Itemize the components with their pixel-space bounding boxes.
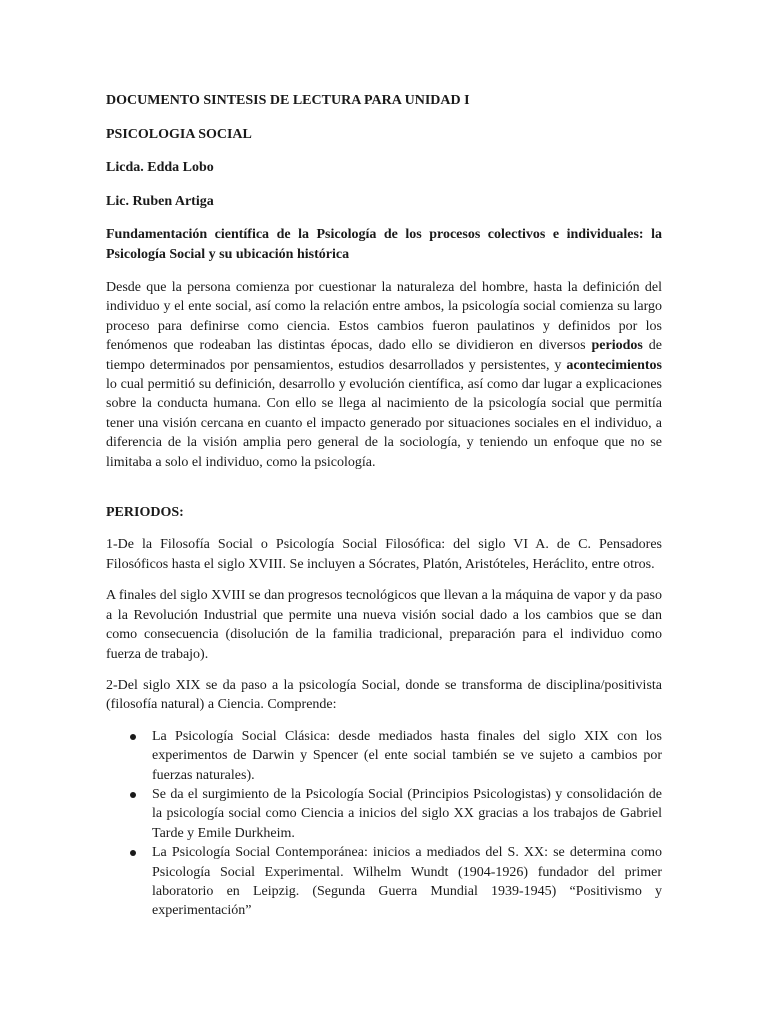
bullet-icon bbox=[130, 792, 136, 798]
list-item bbox=[106, 785, 662, 843]
intro-text: de tiempo determinados por pensamientos, estudios desarrollados y persistentes, y bbox=[106, 338, 662, 373]
document-page bbox=[106, 91, 662, 921]
section-title: Fundamentación científica de la Psicología de los procesos colectivos e individuales: la Psicología Social y su ubicación histórica bbox=[106, 227, 662, 262]
list-item-text: La Psicología Social Clásica: desde mediados hasta finales del siglo XIX con los experimentos de Darwin y Spencer (el ente social también se ve sujeto a cambios por fuerzas naturales). bbox=[152, 728, 662, 783]
periodos-heading: PERIODOS: bbox=[106, 505, 184, 521]
intro-paragraph bbox=[106, 278, 662, 472]
intro-bold-term: periodos bbox=[591, 338, 643, 354]
list-item-text: Se da el surgimiento de la Psicología Social (Principios Psicologistas) y consolidación de la psicología social como Ciencia a inicios del siglo XX gracias a los trabajos de Gabriel Tarde y Emile Durkheim. bbox=[152, 786, 662, 841]
author-name: Licda. Edda Lobo bbox=[106, 160, 214, 175]
period-paragraph: 2-Del siglo XIX se da paso a la psicología Social, donde se transforma de disciplina/positivista (filosofía natural) a Ciencia. Comprende: bbox=[106, 677, 662, 713]
period-paragraph: 1-De la Filosofía Social o Psicología Social Filosófica: del siglo VI A. de C. Pensadores Filosóficos hasta el siglo XVIII. Se incluyen a Sócrates, Platón, Aristóteles, Heráclito, entre otros. bbox=[106, 537, 662, 572]
document-title: DOCUMENTO SINTESIS DE LECTURA PARA UNIDAD I bbox=[106, 93, 470, 108]
intro-bold-term: acontecimientos bbox=[566, 357, 662, 373]
list-item-text: La Psicología Social Contemporánea: inicios a mediados del S. XX: se determina como Psicología Social Experimental. Wilhelm Wundt (1904-1926) fundador del primer laboratorio en Leipzig. (Segunda Guerra Mundial 1939-1945) “Positivismo y experimentación” bbox=[152, 845, 662, 919]
author-name: Lic. Ruben Artiga bbox=[106, 193, 214, 209]
bullet-icon bbox=[130, 850, 136, 856]
period-bullet-list bbox=[106, 727, 662, 921]
intro-text: lo cual permitió su definición, desarrollo y evolución científica, así como dar lugar a explicaciones sobre la conducta humana. Con ello se llega al nacimiento de la psicología social que permitía tener una visión cercana en cuanto el impacto generado por situaciones sociales en el individuo, a diferencia de la visión amplia pero general de la sociología, y teniendo un enfoque que no se limitaba a solo el individuo, como la psicología. bbox=[106, 377, 662, 470]
period-paragraph: A finales del siglo XVIII se dan progresos tecnológicos que llevan a la máquina de vapor y da paso a la Revolución Industrial que permite una nueva visión social dado a los cambios que se dan como consecuencia (disolución de la familia tradicional, preparación para el individuo como fuerza de trabajo). bbox=[106, 588, 662, 662]
course-title: PSICOLOGIA SOCIAL bbox=[106, 126, 252, 142]
bullet-icon bbox=[130, 734, 136, 740]
list-item bbox=[106, 843, 662, 921]
list-item bbox=[106, 727, 662, 785]
intro-text: Desde que la persona comienza por cuestionar la naturaleza del hombre, hasta la definición del individuo y el ente social, así como la relación entre ambos, la psicología social comienza su largo proceso para definirse como ciencia. Estos cambios fueron paulatinos y definidos por los fenómenos que rodeaban las distintas épocas, dado ello se dividieron en diversos bbox=[106, 280, 662, 354]
